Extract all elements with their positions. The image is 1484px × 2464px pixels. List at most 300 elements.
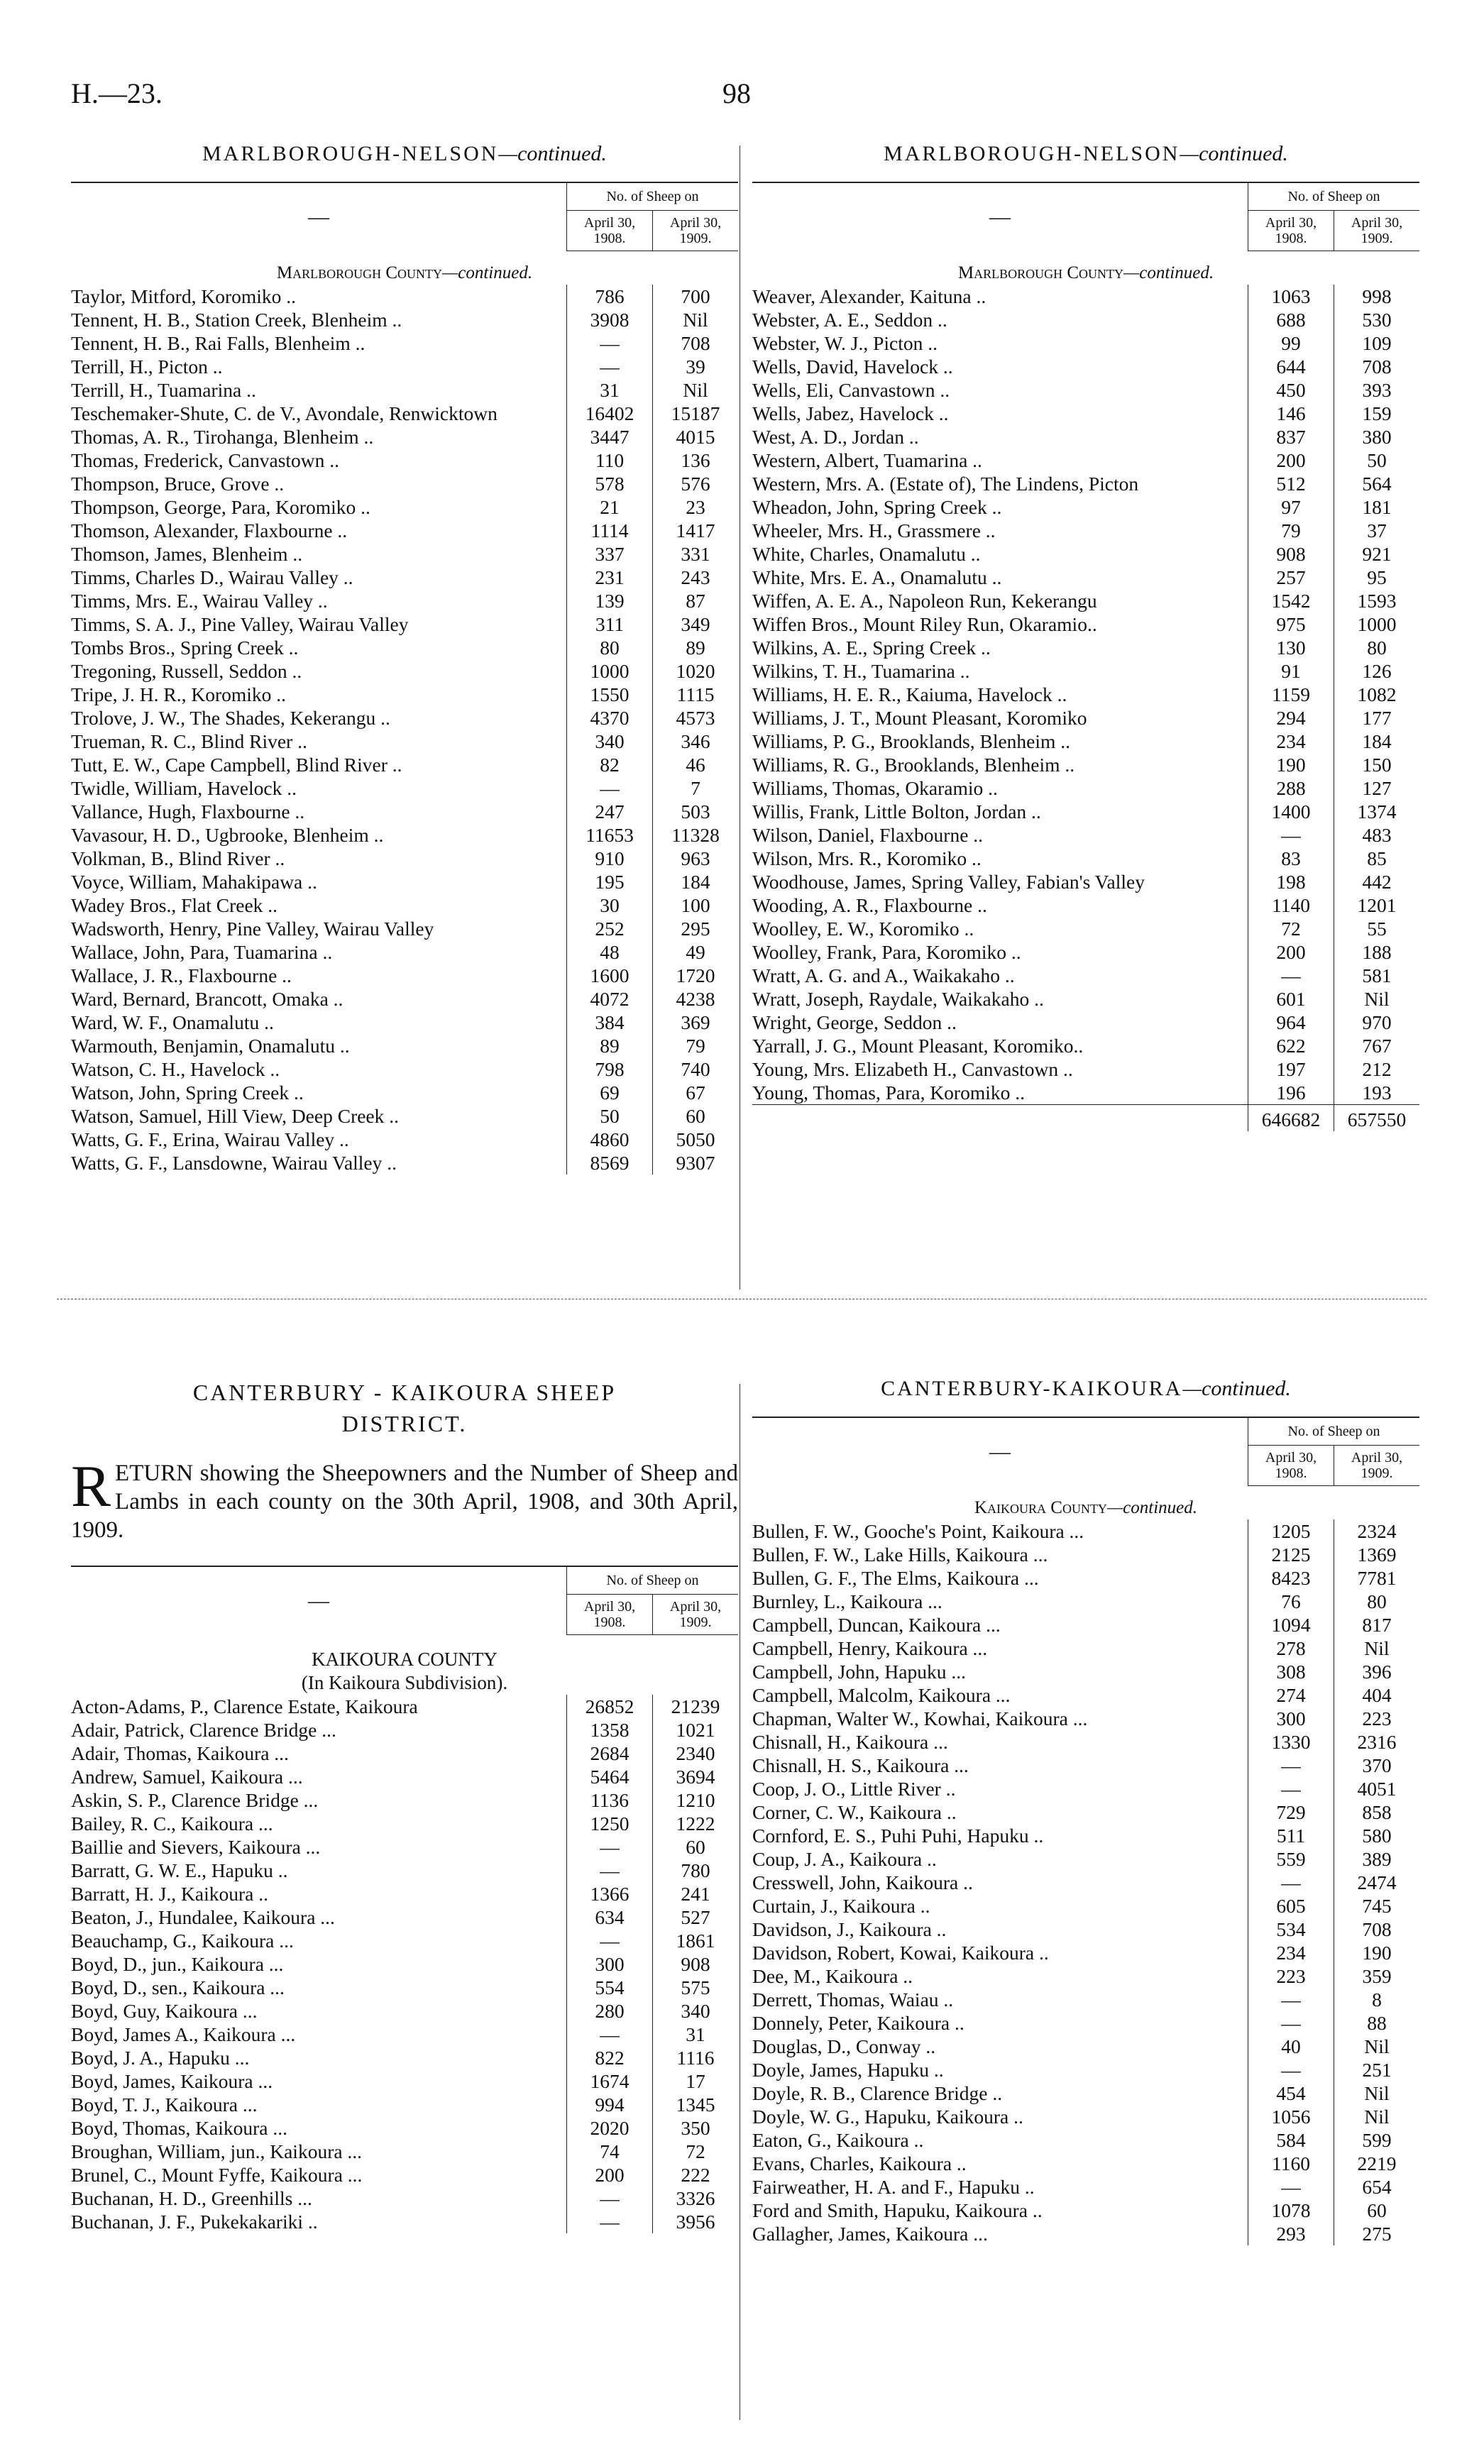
sheep-1909: Nil: [1334, 2081, 1420, 2105]
sheep-1908: 1094: [1248, 1613, 1334, 1637]
name-column-header: —: [989, 1439, 1011, 1463]
sheep-1908: 798: [567, 1057, 653, 1081]
owner-name: Wratt, A. G. and A., Waikakaho ..: [752, 964, 1015, 986]
sheep-1909: 1020: [653, 659, 739, 683]
owner-name: Teschemaker-Shute, C. de V., Avondale, Renwicktown: [71, 402, 498, 424]
sheep-table: [71, 1566, 738, 2233]
sheep-1909: 80: [1334, 636, 1420, 659]
owner-name: Ford and Smith, Hapuku, Kaikoura ..: [752, 2199, 1043, 2221]
sheep-1908: —: [567, 2210, 653, 2233]
sheep-1908: 1114: [567, 519, 653, 542]
sheep-1908: —: [1248, 2011, 1334, 2035]
county-subhead: [71, 251, 738, 285]
sheep-1908: 340: [567, 730, 653, 753]
page-reference: H.—23.: [71, 77, 163, 109]
table-row: [71, 1929, 738, 1952]
county-heading: KAIKOURA COUNTY: [312, 1649, 498, 1670]
table-row: [752, 940, 1419, 964]
table-row: [752, 1660, 1419, 1683]
sheep-1909: 85: [1334, 847, 1420, 870]
table-row: [71, 355, 738, 378]
sheep-1908: 450: [1248, 378, 1334, 402]
sheep-1908: —: [567, 1859, 653, 1882]
owner-name: Thomson, James, Blenheim ..: [71, 543, 303, 565]
table-row: [752, 1894, 1419, 1918]
sheep-1909: 46: [653, 753, 739, 776]
sheep-1909: 404: [1334, 1683, 1420, 1707]
sheep-1909: 369: [653, 1011, 739, 1034]
sheep-1909: 998: [1334, 285, 1420, 308]
table-row: [752, 2011, 1419, 2035]
table-row: [752, 1824, 1419, 1847]
owner-name: Wheadon, John, Spring Creek ..: [752, 496, 1002, 518]
table-row: [71, 1057, 738, 1081]
table-row: [71, 2023, 738, 2046]
sheep-1909: 483: [1334, 823, 1420, 847]
table-row: [71, 2210, 738, 2233]
sheep-1909: 654: [1334, 2175, 1420, 2199]
table-row: [71, 683, 738, 706]
owner-name: Boyd, D., jun., Kaikoura ...: [71, 1953, 284, 1975]
sheep-1909: 503: [653, 800, 739, 823]
table-row: [71, 1081, 738, 1104]
table-row: [752, 2152, 1419, 2175]
table-row: [752, 495, 1419, 519]
sheep-1908: 1160: [1248, 2152, 1334, 2175]
table-row: [752, 1754, 1419, 1777]
sheep-1908: 964: [1248, 1011, 1334, 1034]
date-1909-header: April 30, 1909.: [1334, 1446, 1420, 1486]
sheep-1909: 380: [1334, 425, 1420, 449]
owner-name: Burnley, L., Kaikoura ...: [752, 1590, 942, 1612]
table-row: [71, 2163, 738, 2187]
table-row: [752, 636, 1419, 659]
sheep-1908: 786: [567, 285, 653, 308]
table-row: [752, 2035, 1419, 2058]
owner-name: Boyd, Guy, Kaikoura ...: [71, 2000, 258, 2022]
sheep-1909: 60: [1334, 2199, 1420, 2222]
sheep-1908: 1550: [567, 683, 653, 706]
table-row: [752, 355, 1419, 378]
table-row: [752, 1941, 1419, 1964]
owner-name: Tombs Bros., Spring Creek ..: [71, 637, 299, 659]
top-right-column: [752, 142, 1419, 1131]
table-row: [71, 2069, 738, 2093]
sheep-1909: 150: [1334, 753, 1420, 776]
owner-name: Davidson, J., Kaikoura ..: [752, 1918, 947, 1940]
sheep-1908: 559: [1248, 1847, 1334, 1871]
total-label: [752, 1105, 1248, 1132]
owner-name: Corner, C. W., Kaikoura ..: [752, 1801, 957, 1823]
sheep-1909: 4573: [653, 706, 739, 730]
sheep-1909: 15187: [653, 402, 739, 425]
owner-name: Williams, P. G., Brooklands, Blenheim ..: [752, 730, 1071, 752]
sheep-1908: 82: [567, 753, 653, 776]
sheep-1908: —: [1248, 964, 1334, 987]
sheep-1909: 49: [653, 940, 739, 964]
table-row: [71, 2140, 738, 2163]
sheep-1908: 337: [567, 542, 653, 566]
table-row: [752, 659, 1419, 683]
bottom-right-column: [752, 1377, 1419, 2245]
county-subhead-continued: —continued.: [1123, 263, 1214, 282]
sheep-1909: 50: [1334, 449, 1420, 472]
sheep-1909: 67: [653, 1081, 739, 1104]
sheep-1908: 231: [567, 566, 653, 589]
owner-name: Baillie and Sievers, Kaikoura ...: [71, 1836, 321, 1858]
owner-name: Askin, S. P., Clarence Bridge ...: [71, 1789, 319, 1811]
sheep-1908: 1056: [1248, 2105, 1334, 2128]
county-subhead-continued: —continued.: [442, 263, 533, 282]
sheep-1909: 745: [1334, 1894, 1420, 1918]
sheep-1908: 584: [1248, 2128, 1334, 2152]
sheep-1909: 2324: [1334, 1519, 1420, 1543]
sheep-1909: 581: [1334, 964, 1420, 987]
sheep-1908: 1674: [567, 2069, 653, 2093]
owner-name: Coop, J. O., Little River ..: [752, 1778, 956, 1800]
owner-name: Watson, John, Spring Creek ..: [71, 1082, 304, 1104]
sheep-1909: 212: [1334, 1057, 1420, 1081]
owner-name: White, Charles, Onamalutu ..: [752, 543, 981, 565]
table-row: [71, 706, 738, 730]
sheep-1909: 1720: [653, 964, 739, 987]
table-row: [752, 566, 1419, 589]
sheep-1908: 910: [567, 847, 653, 870]
owner-name: Thompson, Bruce, Grove ..: [71, 473, 285, 495]
table-row: [752, 753, 1419, 776]
section-title-continued: —continued.: [1180, 142, 1288, 165]
sheep-1908: 3447: [567, 425, 653, 449]
sheep-1908: 511: [1248, 1824, 1334, 1847]
sheep-1909: 530: [1334, 308, 1420, 331]
sheep-1909: 241: [653, 1882, 739, 1905]
table-row: [71, 449, 738, 472]
owner-name: Wells, Eli, Canvastown ..: [752, 379, 950, 401]
sheep-1909: 60: [653, 1835, 739, 1859]
table-row: [752, 1777, 1419, 1800]
sheep-1908: 311: [567, 612, 653, 636]
owner-name: Campbell, Malcolm, Kaikoura ...: [752, 1684, 1011, 1706]
sheep-1908: 2684: [567, 1742, 653, 1765]
owner-name: Warmouth, Benjamin, Onamalutu ..: [71, 1035, 350, 1057]
owner-name: Tripe, J. H. R., Koromiko ..: [71, 683, 287, 705]
sheep-1908: 1358: [567, 1718, 653, 1742]
owner-name: Campbell, John, Hapuku ...: [752, 1661, 966, 1683]
owner-name: Boyd, T. J., Kaikoura ...: [71, 2094, 258, 2116]
sheep-1909: 1593: [1334, 589, 1420, 612]
owner-name: Dee, M., Kaikoura ..: [752, 1965, 913, 1987]
sheep-1908: 4072: [567, 987, 653, 1011]
owner-name: Thomson, Alexander, Flaxbourne ..: [71, 519, 348, 541]
owner-name: Buchanan, H. D., Greenhills ...: [71, 2187, 312, 2209]
sheep-1908: 89: [567, 1034, 653, 1057]
sheep-1908: 223: [1248, 1964, 1334, 1988]
sheep-1909: 181: [1334, 495, 1420, 519]
owner-name: Volkman, B., Blind River ..: [71, 847, 285, 869]
sheep-1909: 39: [653, 355, 739, 378]
sheep-count-header: No. of Sheep on: [1248, 182, 1420, 211]
table-row: [752, 2175, 1419, 2199]
sheep-1908: 76: [1248, 1590, 1334, 1613]
section-title-text: MARLBOROUGH-NELSON: [884, 142, 1180, 165]
owner-name: Young, Mrs. Elizabeth H., Canvastown ..: [752, 1058, 1073, 1080]
table-row: [752, 472, 1419, 495]
owner-name: Doyle, R. B., Clarence Bridge ..: [752, 2082, 1003, 2104]
sheep-1908: 252: [567, 917, 653, 940]
sheep-table: [752, 182, 1419, 1131]
district-title: CANTERBURY - KAIKOURA SHEEP DISTRICT.: [192, 1380, 617, 1436]
top-left-column: [71, 142, 738, 1175]
table-row: [71, 1765, 738, 1788]
table-row: [71, 589, 738, 612]
table-row: [752, 917, 1419, 940]
section-title-text: CANTERBURY-KAIKOURA: [881, 1377, 1183, 1400]
table-row: [752, 987, 1419, 1011]
table-row: [752, 285, 1419, 308]
table-row: [752, 1566, 1419, 1590]
sheep-1908: 300: [567, 1952, 653, 1976]
owner-name: Vallance, Hugh, Flaxbourne ..: [71, 801, 305, 823]
section-title-continued: —continued.: [498, 142, 607, 165]
table-row: [752, 1081, 1419, 1105]
sheep-1909: 222: [653, 2163, 739, 2187]
owner-name: Woolley, Frank, Para, Koromiko ..: [752, 941, 1021, 963]
owner-name: Boyd, J. A., Hapuku ...: [71, 2047, 250, 2069]
sheep-1908: 139: [567, 589, 653, 612]
sheep-1908: —: [567, 1929, 653, 1952]
owner-name: Thompson, George, Para, Koromiko ..: [71, 496, 370, 518]
owner-name: Andrew, Samuel, Kaikoura ...: [71, 1766, 303, 1788]
sheep-1909: 858: [1334, 1800, 1420, 1824]
owner-name: Wilkins, T. H., Tuamarina ..: [752, 660, 970, 682]
owner-name: Williams, R. G., Brooklands, Blenheim ..: [752, 754, 1075, 776]
table-row: [752, 1683, 1419, 1707]
owner-name: Thomas, Frederick, Canvastown ..: [71, 449, 340, 471]
sheep-1909: 8: [1334, 1988, 1420, 2011]
table-row: [752, 1637, 1419, 1660]
table-row: [71, 1859, 738, 1882]
sheep-1909: 87: [653, 589, 739, 612]
sheep-1908: 2020: [567, 2116, 653, 2140]
owner-name: Watson, Samuel, Hill View, Deep Creek ..: [71, 1105, 400, 1127]
owner-name: Chisnall, H., Kaikoura ...: [752, 1731, 948, 1753]
sheep-1909: 970: [1334, 1011, 1420, 1034]
table-row: [752, 331, 1419, 355]
sheep-1909: 3326: [653, 2187, 739, 2210]
table-row: [71, 542, 738, 566]
sheep-1909: 275: [1334, 2222, 1420, 2245]
table-row: [752, 402, 1419, 425]
sheep-1909: 575: [653, 1976, 739, 1999]
sheep-1909: 393: [1334, 378, 1420, 402]
table-row: [71, 870, 738, 893]
sheep-1908: 601: [1248, 987, 1334, 1011]
sheep-1908: 1330: [1248, 1730, 1334, 1754]
owner-name: Bailey, R. C., Kaikoura ...: [71, 1813, 273, 1835]
sheep-1908: 384: [567, 1011, 653, 1034]
owner-name: Weaver, Alexander, Kaituna ..: [752, 285, 986, 307]
owner-name: Wratt, Joseph, Raydale, Waikakaho ..: [752, 988, 1044, 1010]
county-subhead: [752, 251, 1419, 285]
sheep-1909: 7781: [1334, 1566, 1420, 1590]
sheep-1909: 60: [653, 1104, 739, 1128]
owner-name: Boyd, Thomas, Kaikoura ...: [71, 2117, 288, 2139]
sheep-1908: 30: [567, 893, 653, 917]
date-1908-header: April 30, 1908.: [1248, 211, 1334, 251]
sheep-1908: 79: [1248, 519, 1334, 542]
owner-name: Boyd, James A., Kaikoura ...: [71, 2023, 296, 2045]
owner-name: Doyle, James, Hapuku ..: [752, 2059, 944, 2081]
table-row: [752, 2105, 1419, 2128]
table-row: [71, 1011, 738, 1034]
sheep-1909: 5050: [653, 1128, 739, 1151]
table-row: [71, 331, 738, 355]
table-row: [71, 1718, 738, 1742]
owner-name: Tennent, H. B., Rai Falls, Blenheim ..: [71, 332, 365, 354]
table-row: [752, 2128, 1419, 2152]
sheep-1909: 396: [1334, 1660, 1420, 1683]
table-row: [71, 402, 738, 425]
owner-name: Wells, David, Havelock ..: [752, 356, 953, 378]
sheep-1908: 2125: [1248, 1543, 1334, 1566]
owner-name: Fairweather, H. A. and F., Hapuku ..: [752, 2176, 1035, 2198]
sheep-1909: 708: [1334, 1918, 1420, 1941]
table-row: [71, 1882, 738, 1905]
sheep-1908: 822: [567, 2046, 653, 2069]
table-body: [71, 251, 738, 1175]
sheep-1909: 184: [653, 870, 739, 893]
owner-name: Wadsworth, Henry, Pine Valley, Wairau Valley: [71, 918, 434, 940]
owner-name: Chisnall, H. S., Kaikoura ...: [752, 1754, 969, 1776]
owner-name: Timms, S. A. J., Pine Valley, Wairau Valley: [71, 613, 409, 635]
owner-name: Brunel, C., Mount Fyffe, Kaikoura ...: [71, 2164, 363, 2186]
owner-name: Watts, G. F., Erina, Wairau Valley ..: [71, 1128, 349, 1150]
owner-name: Terrill, H., Tuamarina ..: [71, 379, 256, 401]
sheep-1909: 159: [1334, 402, 1420, 425]
table-row: [71, 1905, 738, 1929]
owner-name: Wheeler, Mrs. H., Grassmere ..: [752, 519, 996, 541]
owner-name: Campbell, Henry, Kaikoura ...: [752, 1637, 988, 1659]
owner-name: Wells, Jabez, Havelock ..: [752, 402, 949, 424]
owner-name: Williams, J. T., Mount Pleasant, Koromiko: [752, 707, 1087, 729]
sheep-1909: 442: [1334, 870, 1420, 893]
sheep-1909: Nil: [1334, 987, 1420, 1011]
date-1908-header: April 30, 1908.: [567, 1595, 653, 1635]
table-row: [71, 472, 738, 495]
sheep-1908: —: [1248, 1871, 1334, 1894]
sheep-1908: 837: [1248, 425, 1334, 449]
sheep-1908: 16402: [567, 402, 653, 425]
sheep-1908: 234: [1248, 730, 1334, 753]
table-row: [71, 823, 738, 847]
sheep-1908: 74: [567, 2140, 653, 2163]
owner-name: Watts, G. F., Lansdowne, Wairau Valley ..: [71, 1152, 397, 1174]
table-row: [71, 1976, 738, 1999]
sheep-1908: 31: [567, 378, 653, 402]
table-row: [752, 308, 1419, 331]
table-row: [752, 776, 1419, 800]
table-row: [71, 1695, 738, 1718]
sheep-1908: 622: [1248, 1034, 1334, 1057]
sheep-1909: 37: [1334, 519, 1420, 542]
sheep-1909: 109: [1334, 331, 1420, 355]
owner-name: Young, Thomas, Para, Koromiko ..: [752, 1082, 1025, 1104]
sheep-1908: 99: [1248, 331, 1334, 355]
owner-name: Cresswell, John, Kaikoura ..: [752, 1871, 973, 1893]
sheep-1909: 23: [653, 495, 739, 519]
sheep-1909: 780: [653, 1859, 739, 1882]
sheep-1908: —: [1248, 1777, 1334, 1800]
table-row: [752, 870, 1419, 893]
owner-name: Bullen, F. W., Lake Hills, Kaikoura ...: [752, 1544, 1048, 1566]
owner-name: Ward, W. F., Onamalutu ..: [71, 1011, 274, 1033]
table-row: [71, 964, 738, 987]
sheep-1909: 243: [653, 566, 739, 589]
bottom-left-column: [71, 1377, 738, 2233]
owner-name: Voyce, William, Mahakipawa ..: [71, 871, 317, 893]
sheep-1908: 11653: [567, 823, 653, 847]
sheep-1909: 31: [653, 2023, 739, 2046]
sheep-1908: 644: [1248, 355, 1334, 378]
sheep-1908: 197: [1248, 1057, 1334, 1081]
table-row: [752, 1847, 1419, 1871]
total-row: [752, 1105, 1419, 1132]
sheep-1909: 100: [653, 893, 739, 917]
owner-name: Wiffen, A. E. A., Napoleon Run, Kekerangu: [752, 590, 1097, 612]
sheep-1909: 89: [653, 636, 739, 659]
owner-name: Campbell, Duncan, Kaikoura ...: [752, 1614, 1001, 1636]
owner-name: Woolley, E. W., Koromiko ..: [752, 918, 974, 940]
sheep-1909: 1082: [1334, 683, 1420, 706]
owner-name: Timms, Mrs. E., Wairau Valley ..: [71, 590, 328, 612]
sheep-1909: 11328: [653, 823, 739, 847]
table-row: [752, 1964, 1419, 1988]
table-row: [71, 636, 738, 659]
table-row: [752, 1057, 1419, 1081]
sheep-1908: 554: [567, 1976, 653, 1999]
sheep-1909: 21239: [653, 1695, 739, 1718]
date-1908-header: April 30, 1908.: [567, 211, 653, 251]
table-row: [71, 285, 738, 308]
sheep-1908: 234: [1248, 1941, 1334, 1964]
sheep-1909: 389: [1334, 1847, 1420, 1871]
table-row: [752, 893, 1419, 917]
sheep-count-header: No. of Sheep on: [567, 1566, 739, 1595]
owner-name: Wiffen Bros., Mount Riley Run, Okaramio..: [752, 613, 1097, 635]
owner-name: Wallace, J. R., Flaxbourne ..: [71, 964, 292, 986]
table-row: [71, 1104, 738, 1128]
owner-name: Ward, Bernard, Brancott, Omaka ..: [71, 988, 343, 1010]
name-column-header: —: [308, 1588, 329, 1612]
owner-name: Terrill, H., Picton ..: [71, 356, 223, 378]
sheep-1908: 3908: [567, 308, 653, 331]
table-row: [752, 542, 1419, 566]
sheep-1909: 188: [1334, 940, 1420, 964]
sheep-1908: 1000: [567, 659, 653, 683]
table-row: [71, 1034, 738, 1057]
table-row: [752, 2199, 1419, 2222]
sheep-1908: 196: [1248, 1081, 1334, 1105]
table-row: [752, 1613, 1419, 1637]
sheep-1909: 576: [653, 472, 739, 495]
sheep-1909: 708: [1334, 355, 1420, 378]
sheep-1909: 2219: [1334, 2152, 1420, 2175]
sheep-1909: 136: [653, 449, 739, 472]
sheep-1908: 40: [1248, 2035, 1334, 2058]
table-row: [752, 2081, 1419, 2105]
table-row: [71, 612, 738, 636]
owner-name: Beauchamp, G., Kaikoura ...: [71, 1930, 294, 1952]
